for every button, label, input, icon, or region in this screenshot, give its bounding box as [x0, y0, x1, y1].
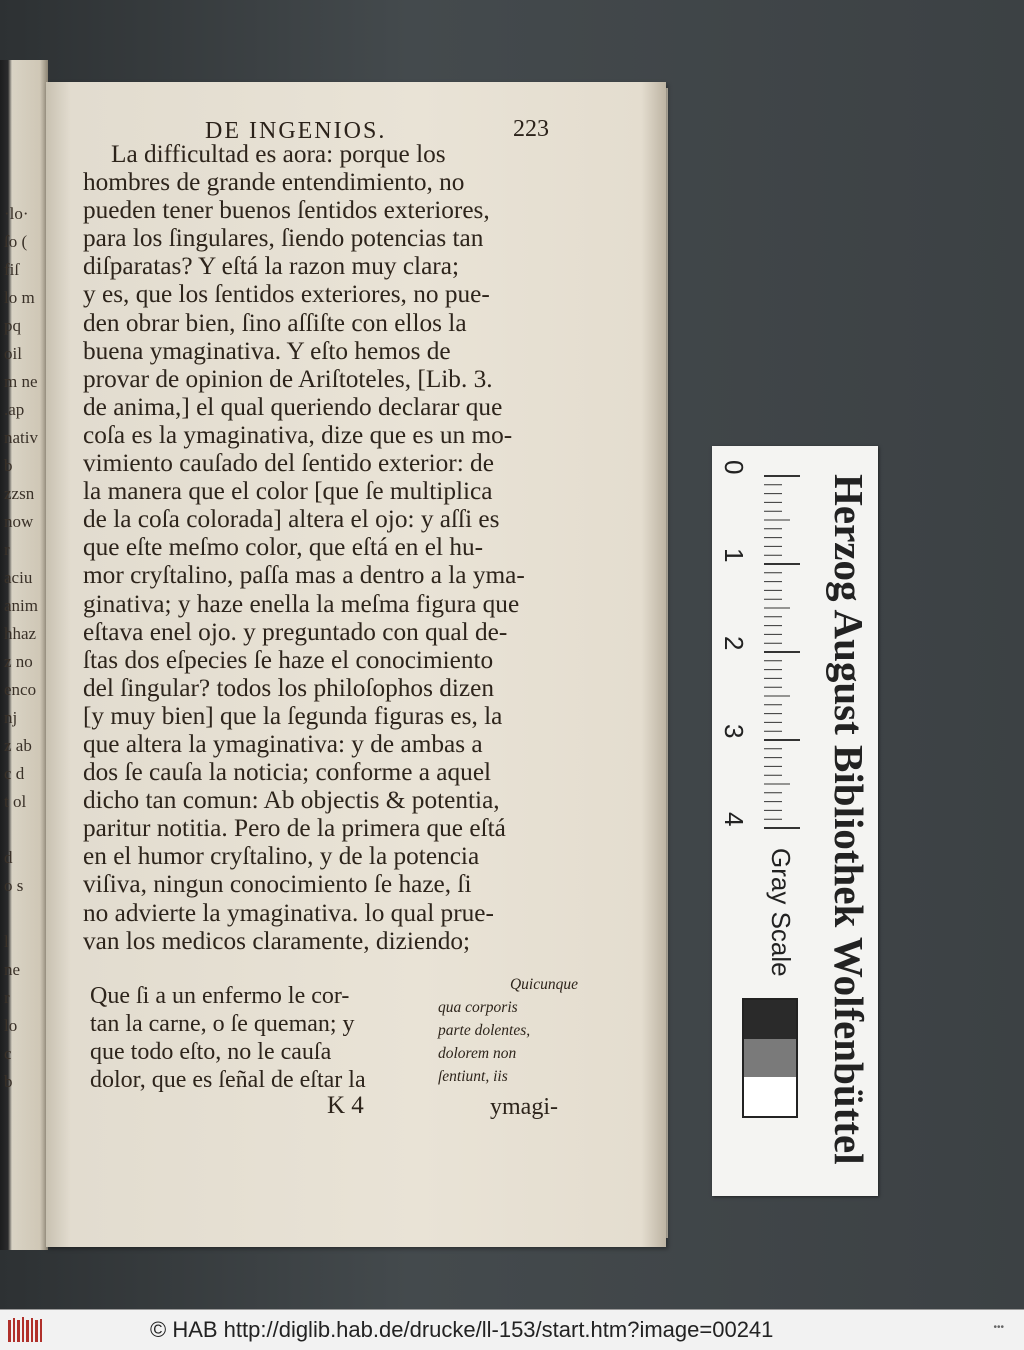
text-line: dicho tan comun: Ab objectis & potentia, — [83, 786, 500, 815]
final-lines — [90, 982, 430, 1094]
scale-ruler — [712, 446, 878, 1196]
text-line: dolor, que es ſeñal de eſtar la — [90, 1067, 366, 1094]
ruler-title: Herzog August Bibliothek Wolfenbüttel — [826, 474, 872, 1165]
text-line: dos ſe cauſa la noticia; conforme a aquel — [83, 758, 492, 787]
text-line: mor cryſtalino, paſſa mas a dentro a la yma- — [83, 561, 525, 590]
margin-note-line: Quicunque — [509, 976, 578, 993]
text-line: diſparatas? Y eſtá la razon muy clara; — [83, 252, 459, 281]
text-line: la manera que el color [que ſe multiplica — [83, 477, 493, 506]
text-line: paritur notitia. Pero de la primera que eſtá — [83, 814, 506, 843]
book-spine — [0, 60, 48, 1250]
running-head: DE INGENIOS. — [205, 118, 387, 144]
text-line: que todo eſto, no le cauſa — [90, 1039, 332, 1066]
text-line: que altera la ymaginativa: y de ambas a — [83, 729, 483, 758]
signature-mark: K 4 — [327, 1092, 364, 1119]
ruler-number-2: 2 — [719, 636, 749, 651]
text-line: van los medicos claramente, diziendo; — [83, 926, 471, 955]
text-line: buena ymaginativa. Y eſto hemos de — [83, 336, 451, 365]
footer-bar — [0, 1309, 1024, 1350]
ruler-number-4: 4 — [719, 812, 749, 827]
swatch-dark — [744, 1000, 796, 1039]
text-line: Que ſi a un enfermo le cor- — [90, 983, 350, 1009]
hab-logo-icon — [6, 1314, 46, 1346]
text-line: eſtava enel ojo. y preguntado con qual de- — [83, 617, 508, 646]
ruler-number-1: 1 — [719, 548, 749, 563]
text-line: den obrar bien, ſino aſſiſte con ellos la — [83, 308, 467, 337]
text-line: de la coſa colorada] altera el ojo: y aſſi es — [83, 505, 500, 534]
text-line: pueden tener buenos ſentidos exteriores, — [83, 196, 490, 225]
margin-note-line: parte dolentes, — [438, 1022, 531, 1039]
text-line: provar de opinion de Ariſtoteles, [Lib. 3. — [83, 364, 493, 393]
text-line: La difficultad es aora: porque los — [111, 140, 446, 168]
footer-dots: ••• — [993, 1322, 1004, 1333]
spine-page-fragment: ·lo· ſo ( fiſ lo m pq oil m ne .ap nativ b zzsn now r aciu anim hhaz z no enco nj z ab c d t ol d o s l ne r lo c b — [4, 204, 38, 1091]
margin-note-line: qua corporis — [438, 999, 518, 1016]
ruler-number-0: 0 — [719, 460, 749, 475]
text-line: viſiva, ningun conocimiento ſe haze, ſi — [83, 870, 472, 899]
text-line: en el humor cryſtalino, y de la potencia — [83, 842, 480, 871]
gray-scale-label: Gray Scale — [766, 848, 796, 977]
text-line: ſtas dos eſpecies ſe haze el conocimiento — [83, 645, 494, 674]
text-line: no advierte la ymaginativa. lo qual prue- — [83, 898, 494, 927]
ruler-ticks — [760, 470, 810, 840]
text-line: de anima,] el qual queriendo declarar que — [83, 392, 503, 421]
catchword: ymagi- — [490, 1094, 558, 1120]
swatch-mid — [744, 1039, 796, 1078]
text-line: tan la carne, o ſe queman; y — [90, 1011, 355, 1038]
text-line: [y muy bien] que la ſegunda figuras es, la — [83, 701, 503, 730]
body-text — [83, 140, 568, 955]
text-line: hombres de grande entendimiento, no — [83, 168, 465, 197]
gray-swatches — [742, 998, 798, 1118]
margin-note-line: dolorem non — [438, 1045, 517, 1062]
margin-note-line: ſentiunt, iis — [438, 1068, 508, 1085]
text-line: que eſte meſmo color, que eſtá en el hu- — [83, 533, 484, 562]
text-line: vimiento cauſado del ſentido exterior: de — [83, 449, 494, 478]
swatch-light — [744, 1077, 796, 1116]
text-line: coſa es la ymaginativa, dize que es un mo- — [83, 420, 513, 449]
text-line: ginativa; y haze enella la meſma figura que — [83, 589, 520, 618]
text-line: para los ſingulares, ſiendo potencias tan — [83, 224, 484, 253]
margin-note — [438, 973, 578, 1088]
text-line: y es, que los ſentidos exteriores, no pue- — [83, 280, 490, 309]
ruler-number-3: 3 — [719, 724, 749, 739]
text-line: del ſingular? todos los philoſophos dizen — [83, 673, 495, 702]
footer-copyright-link[interactable]: © HAB http://diglib.hab.de/drucke/ll-153/start.htm?image=00241 — [150, 1317, 774, 1342]
page-number: 223 — [513, 116, 549, 142]
